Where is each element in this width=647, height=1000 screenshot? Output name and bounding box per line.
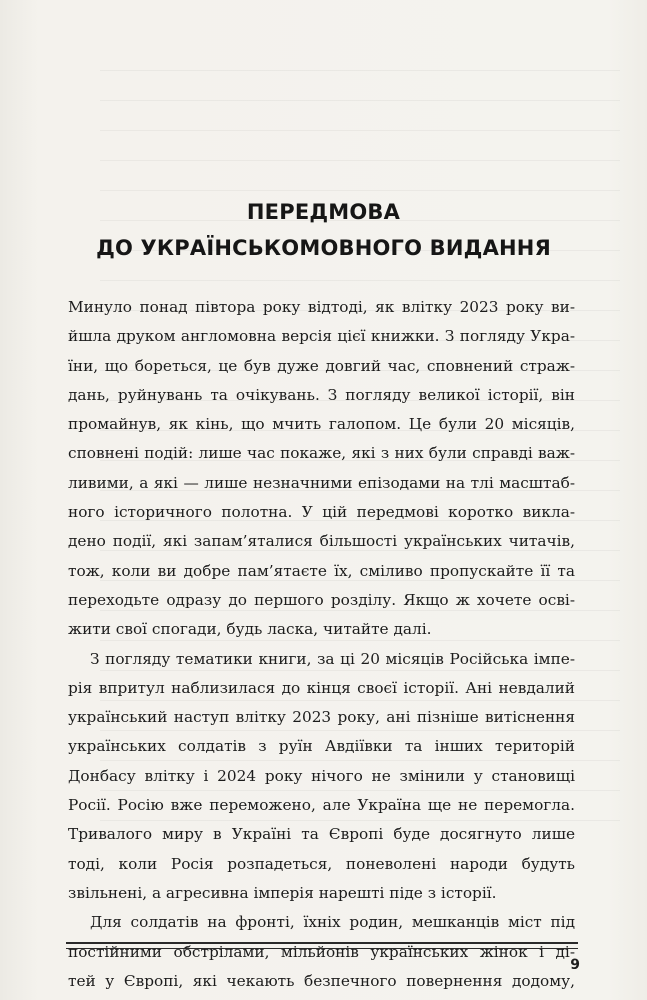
chapter-heading [40, 194, 607, 266]
text-line: промайнув, як кінь, що мчить галопом. Це були 20 місяців, [68, 415, 575, 434]
text-line: звільнені, а агресивна імперія нарешті піде з історії. [68, 883, 497, 902]
text-line: рія впритул наблизилася до кінця своєї історії. Ані невдалий [68, 678, 575, 697]
chapter-heading-line-2: ДО УКРАЇНСЬКОМОВНОГО ВИДАННЯ [96, 236, 551, 260]
text-line: жити свої спогади, будь ласка, читайте далі. [68, 620, 432, 639]
text-line: Минуло понад півтора року відтоді, як влітку 2023 року ви- [68, 298, 575, 316]
text-line: йшла друком англомовна версія цієї книжки. З погляду Укра- [68, 327, 575, 346]
text-line: З погляду тематики книги, за ці 20 місяців Російська імпе- [90, 649, 575, 668]
body-text [68, 293, 575, 996]
text-line: українських солдатів з руїн Авдіївки та інших територій [68, 737, 575, 756]
footer-rule-thin [66, 948, 578, 949]
text-line: сповнені подій: лише час покаже, які з них були справді важ- [68, 444, 575, 463]
text-line: їни, що бореться, це був дуже довгий час, сповнений страж- [68, 356, 575, 375]
text-line: ного історичного полотна. У цій передмові коротко викла- [68, 503, 575, 522]
text-line: тей у Європі, які чекають безпечного повернення додому, [68, 971, 575, 990]
text-line: український наступ влітку 2023 року, ані пізніше витіснення [68, 708, 575, 727]
text-line: постійними обстрілами, мільйонів українських жінок і ді- [68, 942, 575, 961]
text-line: переходьте одразу до першого розділу. Якщо ж хочете осві- [68, 590, 575, 609]
page-number: 9 [570, 957, 580, 973]
footer-rule-thick [66, 942, 578, 944]
text-line: дань, руйнувань та очікувань. З погляду великої історії, він [68, 385, 575, 404]
text-line: Донбасу влітку і 2024 року нічого не змінили у становищі [68, 766, 575, 785]
text-line: ливими, а які — лише незначними епізодами на тлі масштаб- [68, 473, 575, 492]
text-line: Росії. Росію вже переможено, але Україна ще не перемогла. [68, 796, 575, 815]
chapter-heading-line-1: ПЕРЕДМОВА [246, 200, 401, 224]
text-line: дено події, які запам’яталися більшості українських читачів, [68, 532, 575, 551]
text-line: Тривалого миру в Україні та Європі буде досягнуто лише [68, 825, 575, 844]
text-line: Для солдатів на фронті, їхніх родин, мешканців міст під [90, 913, 575, 932]
text-line: тоді, коли Росія розпадеться, поневолені народи будуть [68, 854, 575, 873]
text-line: тож, коли ви добре пам’ятаєте їх, сміливо пропускайте її та [68, 561, 575, 580]
